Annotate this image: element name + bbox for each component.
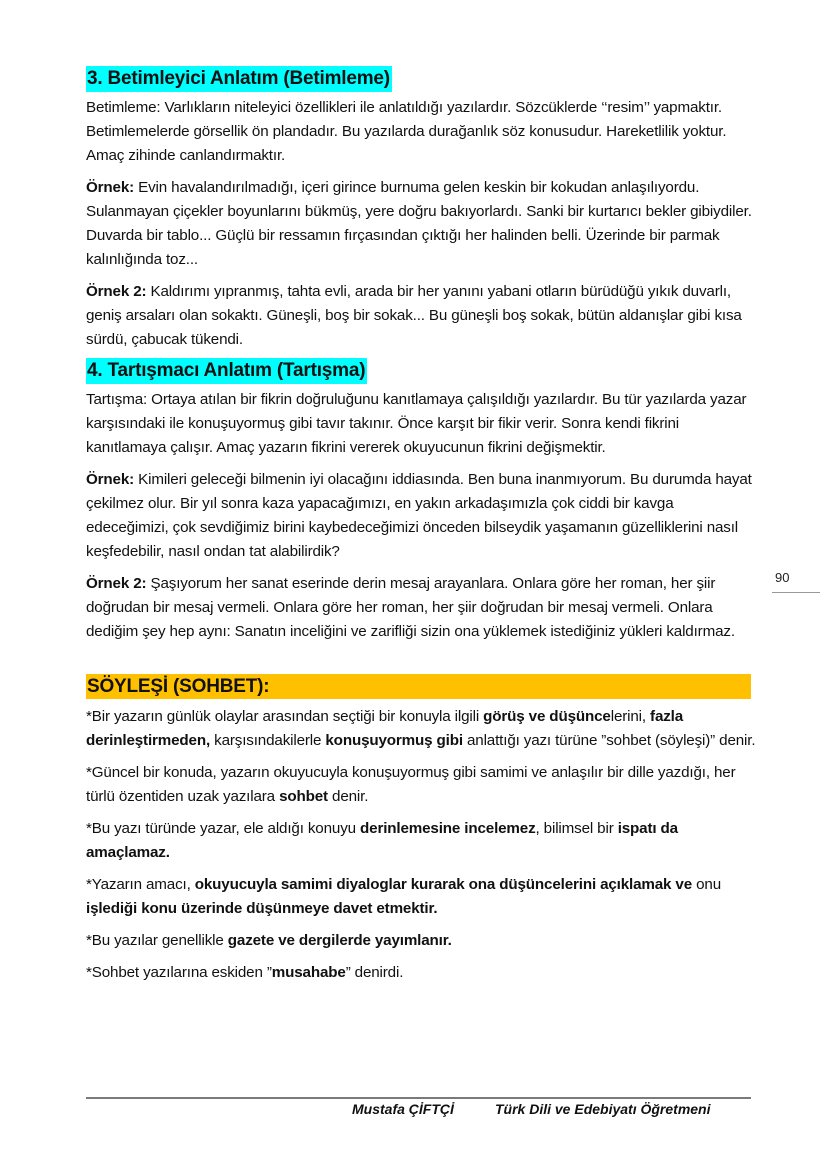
emphasis-text: sohbet	[279, 788, 328, 805]
example-text: Kaldırımı yıpranmış, tahta evli, arada bir her yanını yabani otların bürüdüğü yıkık duvarlı, geniş arsaları olan sokaktı. Güneşli, boş bir sokak... Bu güneşli boş sokak, bütün aldanışlar gibi kısa sürdü, çabucak tükendi.	[86, 283, 742, 348]
definition-paragraph: Betimleme: Varlıkların niteleyici özellikleri ile anlatıldığı yazılardır. Sözcüklerde ‘‘resim’’ yapmaktır. Betimlemelerde görsellik ön plandadır. Bu yazılarda durağanlık söz konusudur. Hareketlilik yoktur. Amaç zihinde canlandırmaktır.	[86, 99, 727, 164]
page-number-rule	[772, 592, 820, 593]
emphasis-text: işlediği konu üzerinde düşünmeye davet etmektir.	[86, 900, 438, 917]
soylesi-item	[86, 705, 756, 753]
example-label: Örnek 2:	[86, 283, 147, 300]
example-text: Şaşıyorum her sanat eserinde derin mesaj arayanlara. Onlara göre her roman, her şiir doğrudan bir mesaj vermeli. Onlara göre her roman, her şiir doğrudan bir mesaj vermeli. Onlara dediğim şey hep aynı: Sanatın inceliğini ve zarifliği sizin ona yüklemek istediğiniz yükleri kaldırmaz.	[86, 575, 735, 640]
example-label: Örnek:	[86, 471, 135, 488]
section-heading: 3. Betimleyici Anlatım (Betimleme)	[86, 66, 392, 92]
body-text: anlattığı yazı türüne ”sohbet (söyleşi)” denir.	[462, 732, 756, 749]
body-text: *Sohbet yazılarına eskiden ”	[86, 964, 272, 981]
section-heading-bar: SÖYLEŞİ (SOHBET):	[86, 674, 751, 699]
example-paragraph	[86, 280, 756, 352]
body-text: *Güncel bir konuda, yazarın okuyucuyla konuşuyormuş gibi samimi ve anlaşılır bir dille yazdığı, her türlü özentiden uzak yazılara	[86, 764, 736, 805]
soylesi-item	[86, 873, 756, 921]
body-text: onu	[692, 876, 721, 893]
page-number: 90	[775, 570, 790, 585]
emphasis-text: ispatı da amaçlamaz.	[86, 820, 678, 861]
body-text: ” denirdi.	[345, 964, 404, 981]
example-paragraph	[86, 572, 756, 644]
emphasis-text: konuşuyormuş gibi	[325, 732, 463, 749]
section-soylesi	[86, 674, 756, 985]
emphasis-text: görüş ve düşünce	[483, 708, 611, 725]
footer-divider	[86, 1097, 751, 1099]
soylesi-list	[86, 705, 756, 985]
soylesi-item	[86, 817, 756, 865]
emphasis-text: okuyucuyla samimi diyaloglar kurarak ona düşüncelerini açıklamak ve	[194, 876, 693, 893]
soylesi-item	[86, 961, 756, 985]
emphasis-text: derinlemesine incelemez	[360, 820, 536, 837]
body-text: denir.	[327, 788, 369, 805]
section-tartisma	[86, 358, 756, 644]
footer-title: Türk Dili ve Edebiyatı Öğretmeni	[495, 1101, 711, 1117]
body-text: lerini,	[610, 708, 651, 725]
example-paragraph	[86, 468, 756, 564]
emphasis-text: gazete ve dergilerde yayımlanır.	[227, 932, 452, 949]
body-text: *Bu yazı türünde yazar, ele aldığı konuyu	[86, 820, 361, 837]
soylesi-item	[86, 761, 756, 809]
body-text: *Yazarın amacı,	[86, 876, 195, 893]
body-text: karşısındakilerle	[210, 732, 326, 749]
soylesi-item	[86, 929, 756, 953]
example-label: Örnek 2:	[86, 575, 147, 592]
body-text: *Bu yazılar genellikle	[86, 932, 228, 949]
footer-author: Mustafa ÇİFTÇİ	[352, 1101, 454, 1117]
example-text: Evin havalandırılmadığı, içeri girince burnuma gelen keskin bir kokudan anlaşılıyordu. Sulanmayan çiçekler boyunlarını bükmüş, yere doğru bakıyorlardı. Sanki bir kurtarıcı bekler gibiydiler. Duvarda bir tablo... Güçlü bir ressamın fırçasından çıktığı her halinden belli. Üzerinde bir parmak kalınlığında toz...	[86, 179, 752, 268]
page-content	[86, 66, 756, 985]
body-text: , bilimsel bir	[535, 820, 618, 837]
example-paragraph	[86, 176, 756, 272]
body-text: *Bir yazarın günlük olaylar arasından seçtiği bir konuyla ilgili	[86, 708, 484, 725]
definition-paragraph: Tartışma: Ortaya atılan bir fikrin doğruluğunu kanıtlamaya çalışıldığı yazılardır. Bu tür yazılarda yazar karşısındaki ile konuşuyormuş gibi tavır takınır. Önce karşıt bir fikir verir. Sonra kendi fikrini kanıtlamaya çalışır. Amaç yazarın fikrini vererek okuyucunun fikrini değişmektir.	[86, 391, 747, 456]
example-label: Örnek:	[86, 179, 135, 196]
emphasis-text: fazla derinleştirmeden,	[86, 708, 684, 749]
emphasis-text: musahabe	[271, 964, 346, 981]
section-heading: 4. Tartışmacı Anlatım (Tartışma)	[86, 358, 367, 384]
example-text: Kimileri geleceği bilmenin iyi olacağını iddiasında. Ben buna inanmıyorum. Bu durumda hayat çekilmez olur. Bir yıl sonra kaza yapacağımızı, en yakın arkadaşımızla çok ciddi bir kavga edeceğimizi, çok sevdiğimiz birini kaybedeceğimizi önceden bilseydik yaşamanın güzelliklerini nasıl keşfedebilir, nasıl ondan tat alabilirdik?	[86, 471, 752, 560]
section-betimleme	[86, 66, 756, 352]
